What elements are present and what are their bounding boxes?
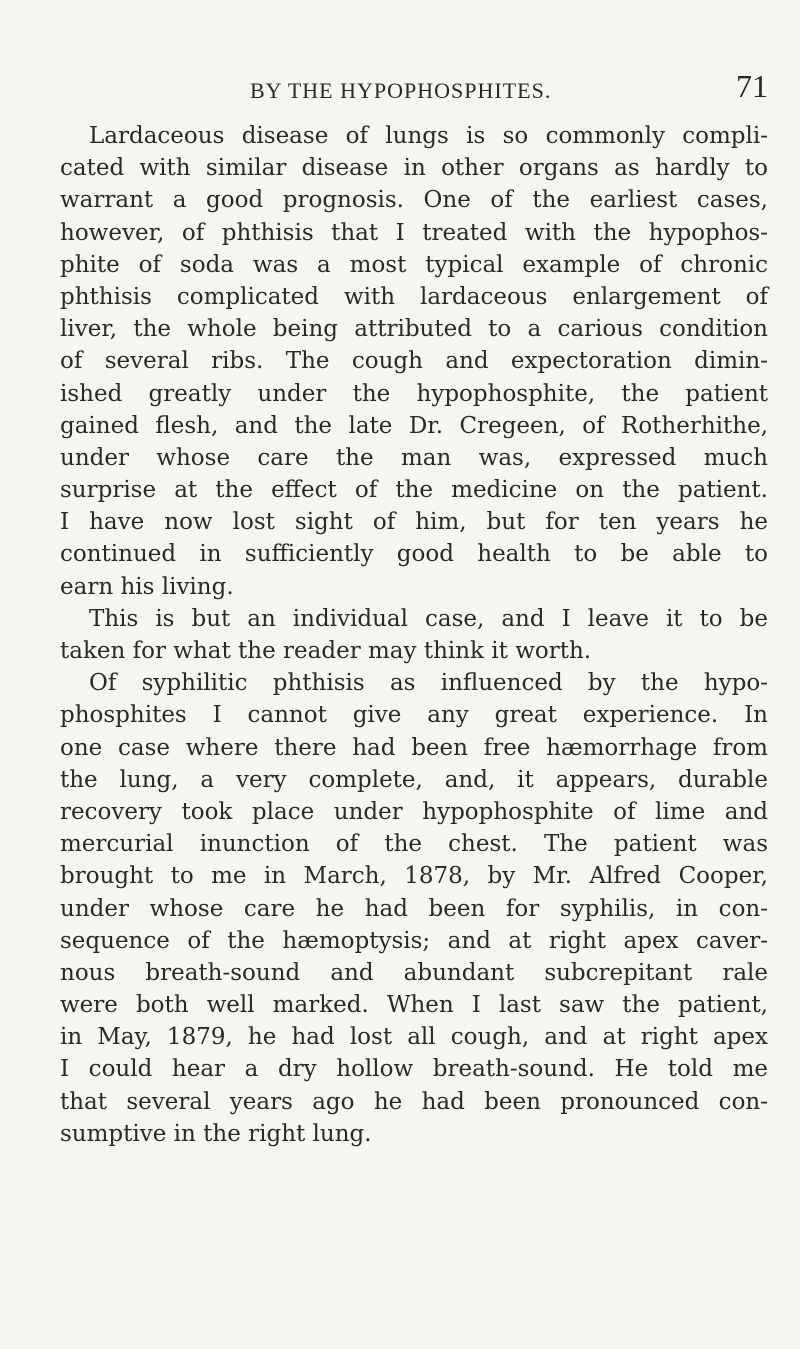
text-line: Lardaceous disease of lungs is so commonly compli- — [89, 123, 768, 149]
text-line: were both well marked. When I last saw the patient, — [60, 992, 768, 1019]
text-line: earn his living. — [60, 573, 234, 600]
text-line: taken for what the reader may think it worth. — [60, 638, 592, 664]
text-line: sumptive in the right lung. — [60, 1120, 372, 1147]
text-line: surprise at the effect of the medicine on the patient. — [60, 477, 768, 504]
text-line: phosphites I cannot give any great experience. In — [60, 702, 768, 729]
body-text — [60, 120, 768, 1150]
text-line: that several years ago he had been pronounced con- — [60, 1088, 768, 1115]
text-line: phite of soda was a most typical example of chronic — [60, 251, 768, 278]
text-line: under whose care he had been for syphilis, in con- — [60, 895, 768, 922]
text-line: under whose care the man was, expressed much — [60, 444, 768, 471]
text-line: I have now lost sight of him, but for ten years he — [60, 509, 768, 536]
text-line: the lung, a very complete, and, it appears, durable — [60, 766, 768, 793]
text-line: brought to me in March, 1878, by Mr. Alfred Cooper, — [60, 863, 768, 890]
text-line: Of syphilitic phthisis as influenced by the hypo- — [89, 670, 768, 697]
text-line: ished greatly under the hypophosphite, the patient — [60, 380, 768, 407]
text-line: however, of phthisis that I treated with the hypophos- — [60, 219, 768, 246]
text-line: I could hear a dry hollow breath-sound. He told me — [60, 1056, 768, 1083]
running-head — [60, 70, 768, 110]
running-title: BY THE HYPOPHOSPHITES. — [250, 78, 552, 103]
text-line: phthisis complicated with lardaceous enlargement of — [60, 283, 768, 310]
text-line: one case where there had been free hæmorrhage from — [60, 734, 768, 761]
text-line: in May, 1879, he had lost all cough, and at right apex — [60, 1024, 768, 1051]
text-line: warrant a good prognosis. One of the earliest cases, — [60, 187, 768, 214]
text-line: This is but an individual case, and I leave it to be — [89, 605, 768, 632]
text-line: gained flesh, and the late Dr. Cregeen, of Rotherhithe, — [60, 412, 768, 439]
text-line: cated with similar disease in other organs as hardly to — [60, 155, 768, 182]
page-number: 71 — [736, 68, 768, 104]
text-line: nous breath-sound and abundant subcrepitant rale — [60, 959, 768, 986]
text-line: of several ribs. The cough and expectoration dimin- — [60, 348, 768, 375]
text-line: continued in sufficiently good health to be able to — [60, 541, 768, 568]
text-line: liver, the whole being attributed to a carious condition — [60, 316, 768, 343]
text-line: recovery took place under hypophosphite of lime and — [60, 798, 768, 825]
text-line: sequence of the hæmoptysis; and at right apex caver- — [60, 927, 768, 954]
text-line: mercurial inunction of the chest. The patient was — [60, 831, 768, 858]
